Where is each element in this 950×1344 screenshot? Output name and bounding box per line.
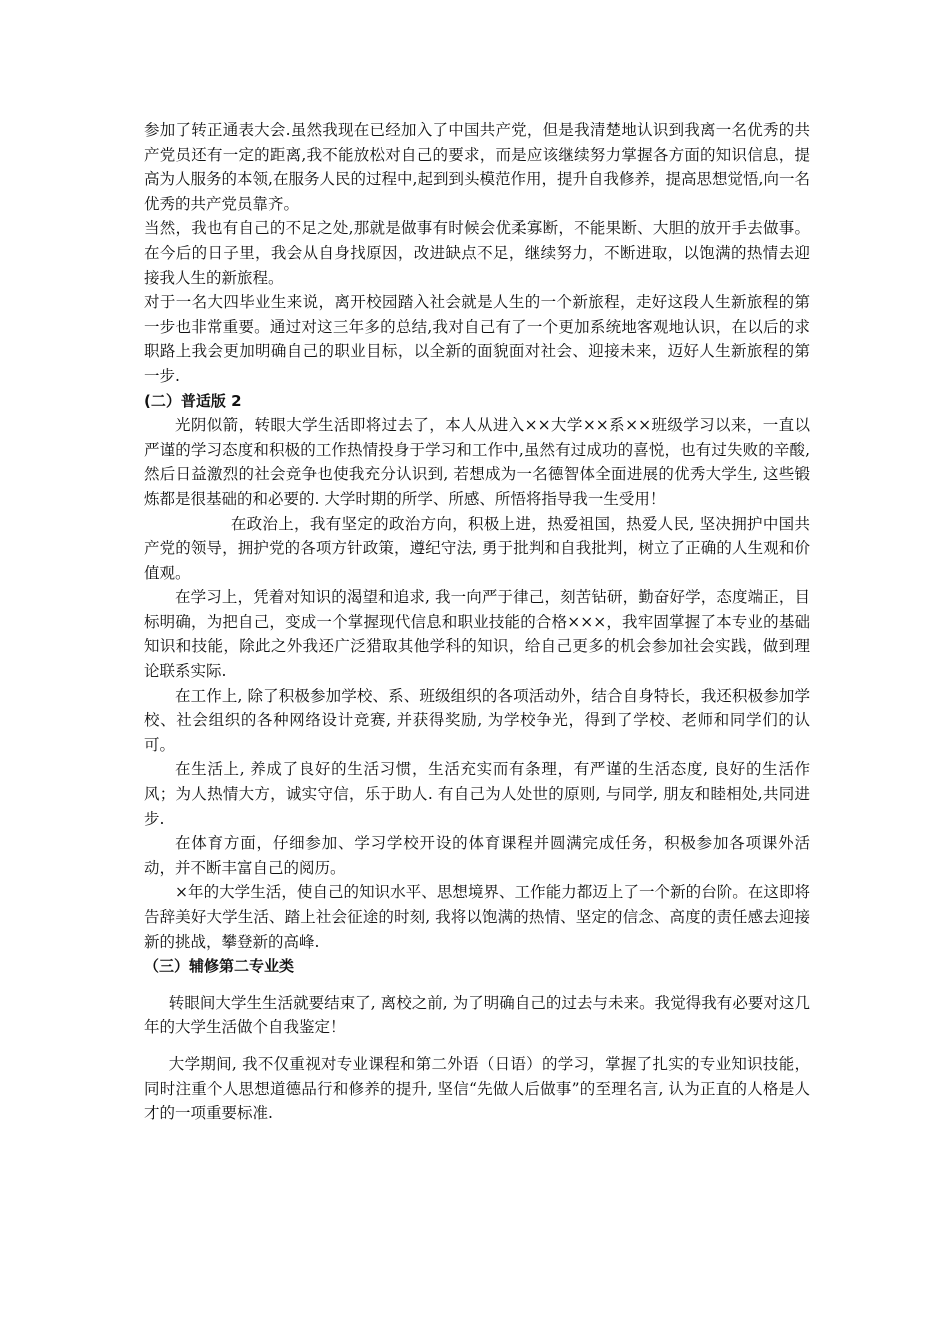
paragraph: 在政治上，我有坚定的政治方向，积极上进，热爱祖国，热爱人民, 坚决拥护中国共产党的领导，拥护党的各项方针政策，遵纪守法, 勇于批判和自我批判，树立了正确的人生观和价值观。 <box>144 514 810 582</box>
paragraph: 在体育方面，仔细参加、学习学校开设的体育课程并圆满完成任务，积极参加各项课外活动，并不断丰富自己的阅历。 <box>144 834 810 877</box>
paragraph: 光阴似箭，转眼大学生活即将过去了，本人从进入××大学××系××班级学习以来，一直以严谨的学习态度和积极的工作热情投身于学习和工作中,虽然有过成功的喜悦，也有过失败的辛酸, 然后日益激烈的社会竞争也使我充分认识到, 若想成为一名德智体全面进展的优秀大学生, 这些锻炼都是很基础的和必要的. 大学时期的所学、所感、所悟将指导我一生受用！ <box>144 416 810 508</box>
paragraph: 转眼间大学生生活就要结束了, 离校之前, 为了明确自己的过去与未来。我觉得我有必要对这几年的大学生活做个自我鉴定！ <box>144 993 810 1037</box>
paragraph: 在学习上，凭着对知识的渴望和追求, 我一向严于律己，刻苦钻研，勤奋好学，态度端正，目标明确，为把自己，变成一个掌握现代信息和职业技能的合格×××，我牢固掌握了本专业的基础知识和技能，除此之外我还广泛猎取其他学科的知识，给自己更多的机会参加社会实践，做到理论联系实际. <box>144 588 810 681</box>
paragraph: 当然，我也有自己的不足之处,那就是做事有时候会优柔寡断，不能果断、大胆的放开手去做事。在今后的日子里，我会从自身找原因，改进缺点不足，继续努力，不断进取，以饱满的热情去迎接我人生的新旅程。 <box>144 219 810 287</box>
paragraph: 对于一名大四毕业生来说，离开校园踏入社会就是人生的一个新旅程，走好这段人生新旅程的第一步也非常重要。通过对这三年多的总结,我对自己有了一个更加系统地客观地认识，在以后的求职路上我会更加明确自己的职业目标，以全新的面貌面对社会、迎接未来，迈好人生新旅程的第一步. <box>144 293 810 385</box>
paragraph: 参加了转正通表大会.虽然我现在已经加入了中国共产党，但是我清楚地认识到我离一名优秀的共产党员还有一定的距离,我不能放松对自己的要求，而是应该继续努力掌握各方面的知识信息，提高为人服务的本领,在服务人民的过程中,起到到头模范作用，提升自我修养，提高思想觉悟,向一名优秀的共产党员靠齐。 <box>144 121 810 213</box>
document-body <box>144 118 810 1126</box>
paragraph: 在生活上, 养成了良好的生活习惯，生活充实而有条理，有严谨的生活态度, 良好的生活作风；为人热情大方，诚实守信，乐于助人. 有自己为人处世的原则, 与同学, 朋友和睦相处,共同进步. <box>144 760 810 828</box>
paragraph: 大学期间, 我不仅重视对专业课程和第二外语（日语）的学习，掌握了扎实的专业知识技能，同时注重个人思想道德品行和修养的提升, 坚信“先做人后做事”的至理名言, 认为正直的人格是人才的一项重要标准. <box>144 1054 810 1123</box>
section-heading-3: （三）辅修第二专业类 <box>144 957 295 976</box>
paragraph: ×年的大学生活，使自己的知识水平、思想境界、工作能力都迈上了一个新的台阶。在这即将告辞美好大学生活、踏上社会征途的时刻, 我将以饱满的热情、坚定的信念、高度的责任感去迎接新的挑战，攀登新的高峰. <box>144 883 810 951</box>
section-heading-2: (二）普适版 2 <box>144 391 242 410</box>
paragraph: 在工作上, 除了积极参加学校、系、班级组织的各项活动外，结合自身特长，我还积极参加学校、社会组织的各种网络设计竞赛, 并获得奖励, 为学校争光，得到了学校、老师和同学们的认可。 <box>144 686 810 754</box>
